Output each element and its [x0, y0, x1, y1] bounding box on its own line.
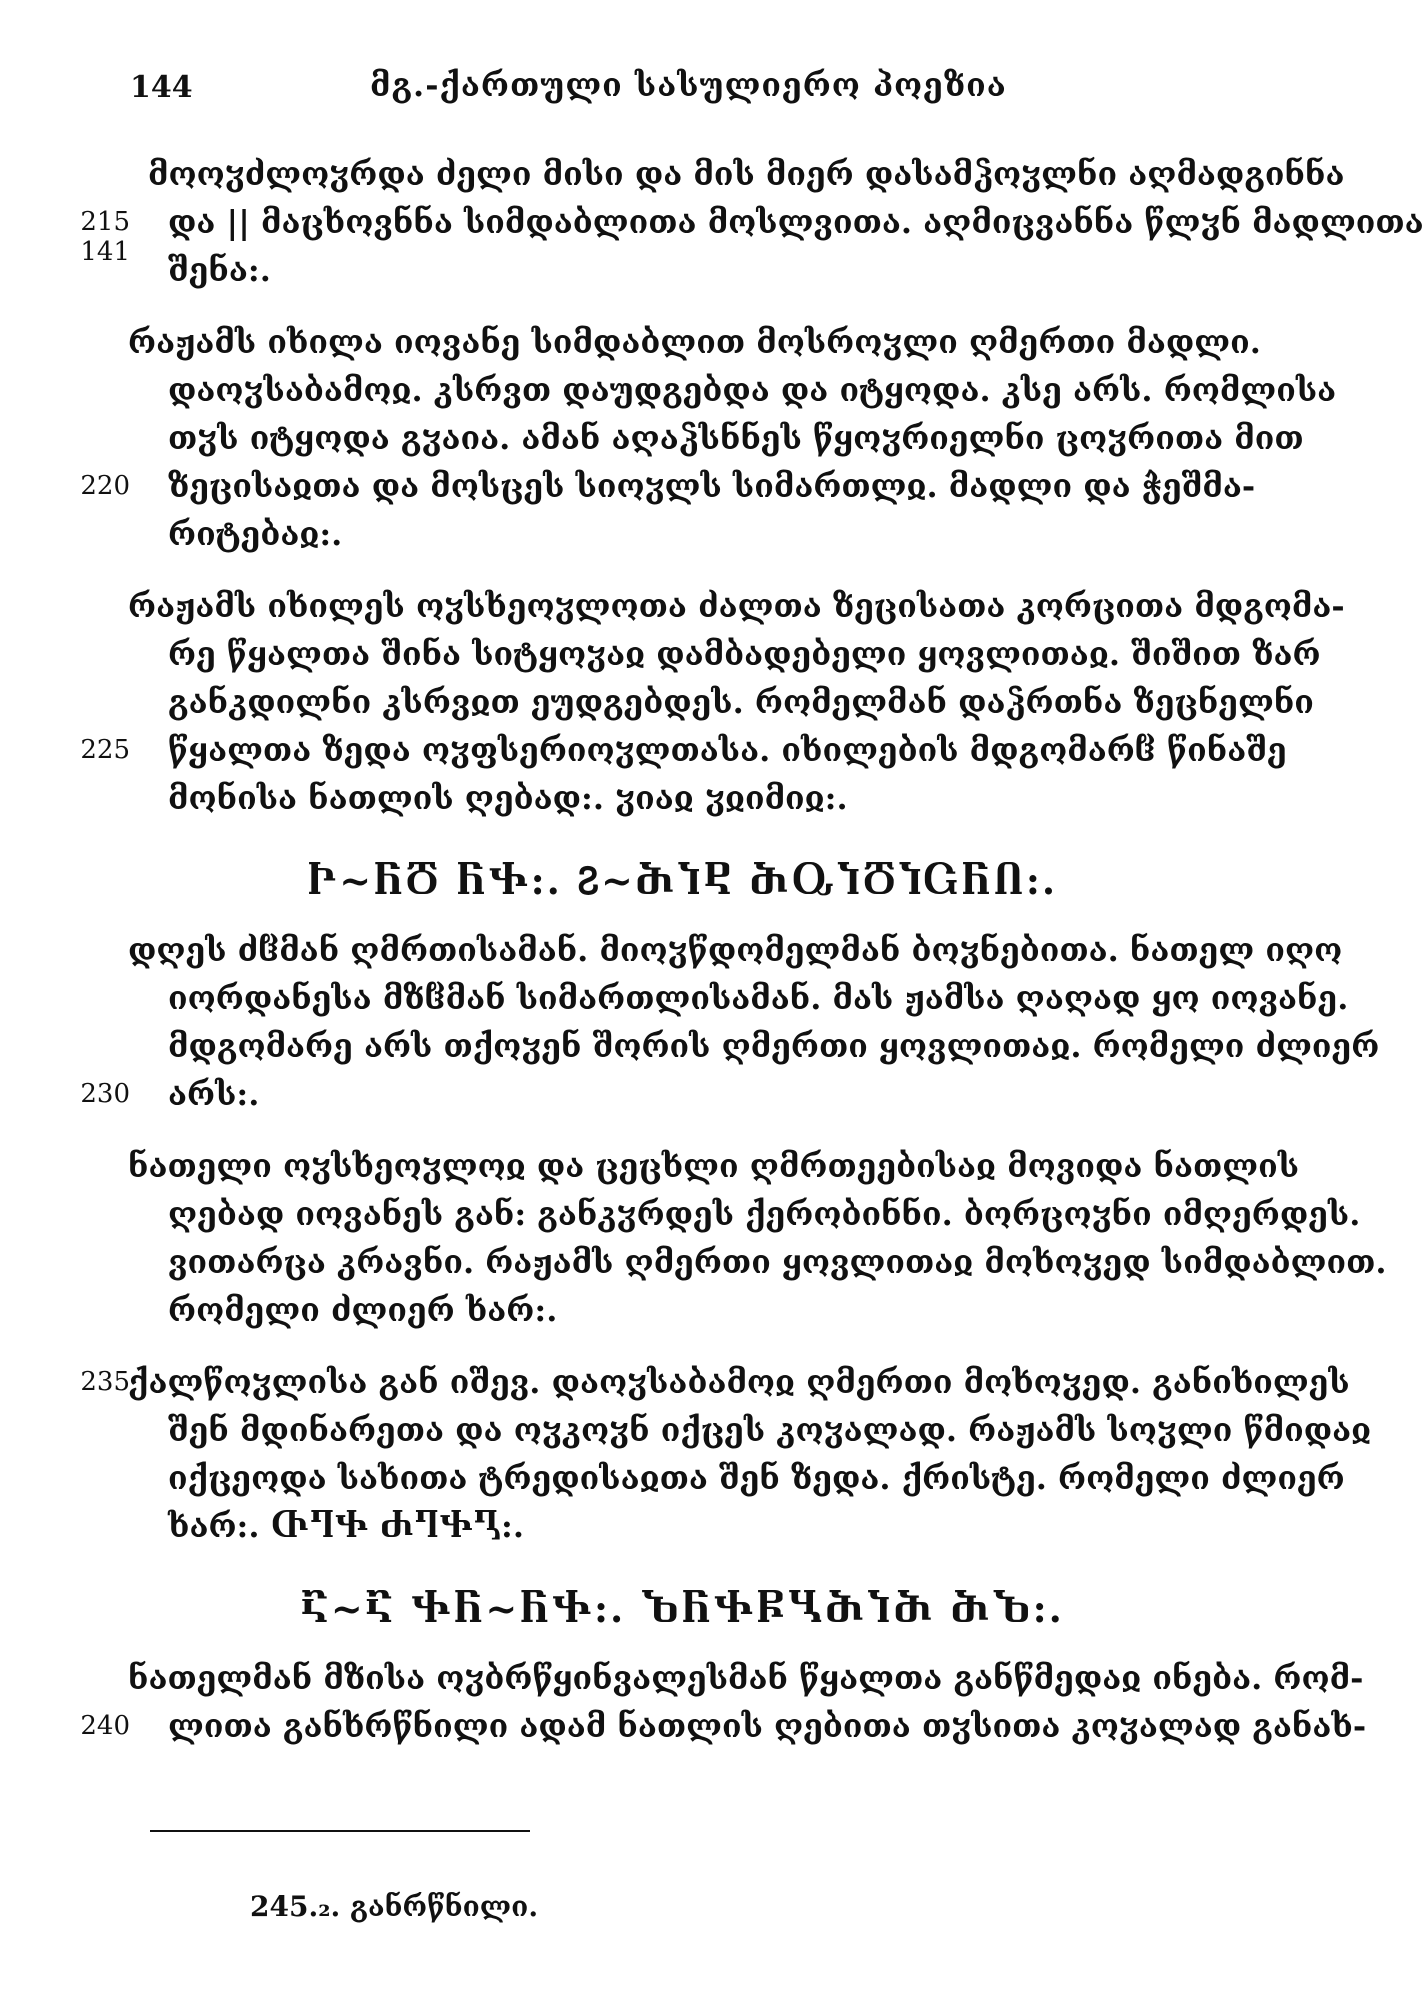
line-number: 220: [80, 471, 130, 501]
text-line: [0, 974, 1364, 1022]
line-text: განკდილნი კსრვჲთ ეუდგებდეს. რომელმან დაჴრთნა ზეცნელნი: [168, 683, 1314, 721]
line-text: ნათელი ოჳსხეოჳლოჲ და ცეცხლი ღმრთეებისაჲ მოვიდა ნათლის: [128, 1147, 1300, 1185]
line-text: შენა:.: [168, 251, 271, 289]
page-number: 144: [130, 70, 193, 105]
text-line: [0, 366, 1364, 414]
text-line: [0, 1070, 1364, 1118]
line-text: მონისა ნათლის ღებად:. ჳიაჲ ჳჲიმიჲ:.: [168, 779, 848, 817]
line-text: რაჟამს იხილა იოვანე სიმდაბლით მოსროჳლი ღმერთი მადლი.: [128, 323, 1261, 361]
line-text: ზეცისაჲთა და მოსცეს სიოჳლს სიმართლჲ. მადლი და ჭეშმა-: [168, 467, 1256, 505]
line-text: დაოჳსაბამოჲ. კსრვთ დაუდგებდა და იტყოდა. კსე არს. რომლისა: [168, 371, 1337, 409]
text-line: [0, 630, 1364, 678]
line-text: დღეს ძჱმან ღმრთისამან. მიოჳწდომელმან ბოჳნებითა. ნათელ იღო: [128, 931, 1343, 969]
text-line: [0, 1142, 1364, 1190]
section-heading: Ⴀ~Ⴀ ႵႬ~ႬႵ:. ႦႬႵႼႡႫႨႫ ႫႦ:.: [300, 1586, 1064, 1631]
text-line: [0, 1654, 1364, 1702]
line-text: ნათელმან მზისა ოჳბრწყინვალესმან წყალთა განწმედაჲ ინება. რომ-: [128, 1659, 1364, 1697]
text-line: [0, 1022, 1380, 1070]
text-line: [0, 150, 1364, 198]
paragraph: [0, 150, 1424, 294]
line-text: არს:.: [168, 1075, 260, 1113]
text-line: [0, 582, 1364, 630]
text-line: [0, 726, 1364, 774]
line-number: 230: [80, 1079, 130, 1109]
line-text: იქცეოდა სახითა ტრედისაჲთა შენ ზედა. ქრისტე. რომელი ძლიერ: [168, 1459, 1345, 1497]
paragraph: [0, 318, 1364, 558]
text-line: [0, 462, 1364, 510]
line-text: ქალწოჳლისა გან იშევ. დაოჳსაბამოჲ ღმერთი მოხოჳედ. განიხილეს: [128, 1363, 1350, 1401]
text-line: [0, 510, 1364, 558]
text-line: [0, 1454, 1364, 1502]
footnote-rule: [150, 1830, 530, 1832]
folio-number: 141: [80, 237, 130, 267]
line-text: რაჟამს იხილეს ოჳსხეოჳლოთა ძალთა ზეცისათა კორცითა მდგომა-: [128, 587, 1345, 625]
text-line: [0, 1238, 1387, 1286]
line-number: 215: [80, 207, 130, 237]
text-line: [0, 678, 1364, 726]
text-line: [0, 1190, 1364, 1238]
paragraph: [0, 926, 1380, 1118]
footnote: 245.₂. განრწნილი.: [250, 1890, 539, 1923]
line-text: რომელი ძლიერ ხარ:.: [168, 1291, 558, 1329]
text-line: [0, 1358, 1364, 1406]
line-text: წყალთა ზედა ოჳფსერიოჳლთასა. იხილების მდგომარჱ წინაშე: [168, 731, 1287, 769]
text-line: [0, 1406, 1372, 1454]
line-text: მოოჳძლოჳრდა ძელი მისი და მის მიერ დასამჴოჳლნი აღმადგინნა: [148, 155, 1345, 193]
line-number: 235: [80, 1367, 130, 1397]
line-text: რე წყალთა შინა სიტყოჳაჲ დამბადებელი ყოვლითაჲ. შიშით ზარ: [168, 635, 1321, 673]
text-line: [0, 198, 1424, 267]
line-text: ლითა განხრწნილი ადამ ნათლის ღებითა თჳსითა კოჳალად განახ-: [168, 1707, 1367, 1745]
line-text: მდგომარე არს თქოჳენ შორის ღმერთი ყოვლითაჲ. რომელი ძლიერ: [168, 1027, 1380, 1065]
text-line: [0, 926, 1364, 974]
line-text: ხარ:. ႧႤႵ ႻႤႵႢ:.: [168, 1507, 524, 1545]
line-text: ღებად იოვანეს გან: განკჳრდეს ქერობინნი. ბორცოჳნი იმღერდეს.: [168, 1195, 1361, 1233]
running-title: მგ.-ქართული სასულიერო პოეზია: [370, 66, 1007, 104]
line-text: ვითარცა კრავნი. რაჟამს ღმერთი ყოვლითაჲ მოხოჳედ სიმდაბლით.: [168, 1243, 1387, 1281]
paragraph: [0, 1654, 1367, 1750]
paragraph: [0, 582, 1364, 822]
line-number: 240: [80, 1711, 130, 1741]
line-text: იორდანესა მზჱმან სიმართლისამან. მას ჟამსა ღაღად ყო იოვანე.: [168, 979, 1349, 1017]
text-line: [0, 1502, 1364, 1550]
paragraph: [0, 1142, 1387, 1334]
text-line: [0, 1702, 1367, 1750]
line-text: და || მაცხოვნნა სიმდაბლითა მოსლვითა. აღმიცვანნა წლჳნ მადლითა: [168, 203, 1424, 241]
running-head: [0, 62, 1364, 112]
line-text: თჳს იტყოდა გჳაია. ამან აღაჴსნნეს წყოჳრიელნი ცოჳრითა მით: [168, 419, 1304, 457]
line-text: შენ მდინარეთა და ოჳკოჳნ იქცეს კოჳალად. რაჟამს სოჳლი წმიდაჲ: [168, 1411, 1372, 1449]
line-number: 225: [80, 735, 130, 765]
paragraph: [0, 1358, 1372, 1550]
line-text: რიტებაჲ:.: [168, 515, 343, 553]
text-line: [0, 414, 1364, 462]
text-block: [0, 150, 1424, 1774]
text-line: [0, 774, 1364, 822]
text-line: [0, 246, 1364, 294]
text-line: [0, 318, 1364, 366]
text-line: [0, 1286, 1364, 1334]
section-heading: Ⴡ~ႬႣ ႬႵ:. Ⴧ~ႫႨႲ ႫႭႨႣႨႺႬႶ:.: [306, 858, 1058, 903]
